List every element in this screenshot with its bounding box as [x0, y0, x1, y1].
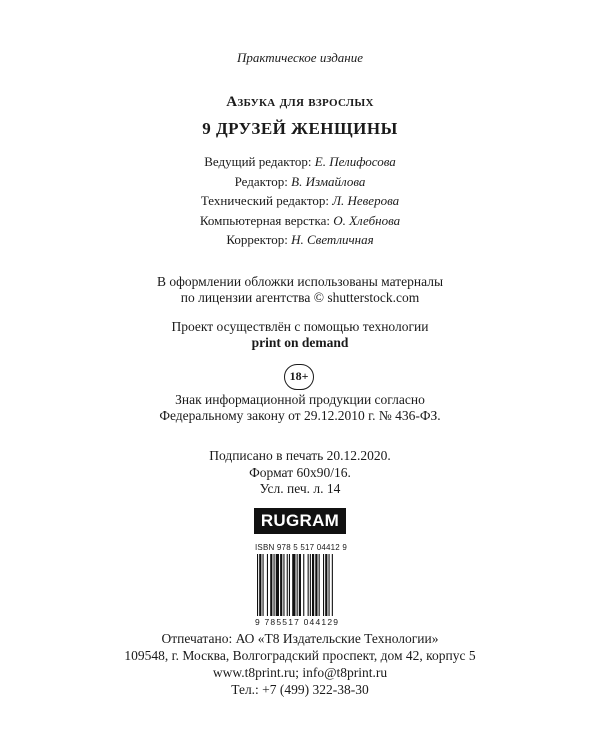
- credit-name: О. Хлебнова: [333, 212, 401, 228]
- cover-credit-note: [0, 274, 600, 306]
- credit-role: Компьютерная верстка:: [199, 212, 330, 228]
- pod-note-line: Проект осуществлён с помощью технологии: [171, 319, 429, 334]
- cover-note-line: В оформлении обложки использованы матерналы: [156, 274, 444, 289]
- print-on-demand-note: [0, 319, 600, 351]
- format-info: Формат 60x90/16.: [249, 464, 351, 480]
- barcode-image: [255, 554, 371, 616]
- law-note-line: Знак информационной продукции согласно: [175, 392, 425, 407]
- print-info: [0, 448, 600, 498]
- credit-role: Корректор:: [226, 232, 288, 247]
- credit-row: [0, 152, 600, 172]
- credit-row: [0, 191, 600, 211]
- printer-phone: Тел.: +7 (499) 322-38-30: [231, 682, 369, 697]
- rugram-logo: RUGRAM: [254, 508, 346, 534]
- credit-row: [0, 172, 600, 192]
- credit-name: Н. Светличная: [291, 232, 374, 247]
- credit-row: [0, 230, 600, 250]
- law-note: [0, 392, 600, 424]
- pod-note-emphasis: print on demand: [251, 335, 349, 350]
- series-title: Азбука для взрослых: [226, 94, 374, 110]
- law-note-line: Федеральному закону от 29.12.2010 г. № 436-ФЗ.: [159, 408, 441, 423]
- isbn-barcode-block: [255, 543, 371, 627]
- edition-type: Практическое издание: [236, 50, 364, 65]
- cover-note-line: по лицензии агентства © shutterstock.com: [180, 290, 420, 305]
- credit-role: Ведущий редактор:: [204, 154, 312, 169]
- signed-date: Подписано в печать 20.12.2020.: [209, 448, 391, 463]
- credit-name: Л. Неверова: [332, 193, 400, 208]
- credit-name: В. Измайлова: [291, 173, 366, 189]
- credit-name: Е. Пелифосова: [314, 154, 396, 169]
- credit-row: [0, 211, 600, 231]
- printer-info: [0, 630, 600, 698]
- credits-block: [0, 152, 600, 250]
- barcode-digits: 9 785517 044129: [255, 617, 340, 627]
- book-title: 9 ДРУЗЕЙ ЖЕНЩИНЫ: [202, 119, 398, 138]
- printer-name: Отпечатано: АО «Т8 Издательские Технологии»: [161, 631, 439, 646]
- printer-address: 109548, г. Москва, Волгоградский проспект, дом 42, корпус 5: [124, 648, 476, 663]
- printer-web: www.t8print.ru; info@t8print.ru: [212, 665, 388, 680]
- age-rating-badge: 18+: [284, 364, 314, 390]
- isbn-label: ISBN 978 5 517 04412 9: [255, 543, 348, 552]
- sheets-info: Усл. печ. л. 14: [259, 481, 341, 496]
- credit-role: Редактор:: [234, 173, 288, 189]
- credit-role: Технический редактор:: [200, 193, 329, 208]
